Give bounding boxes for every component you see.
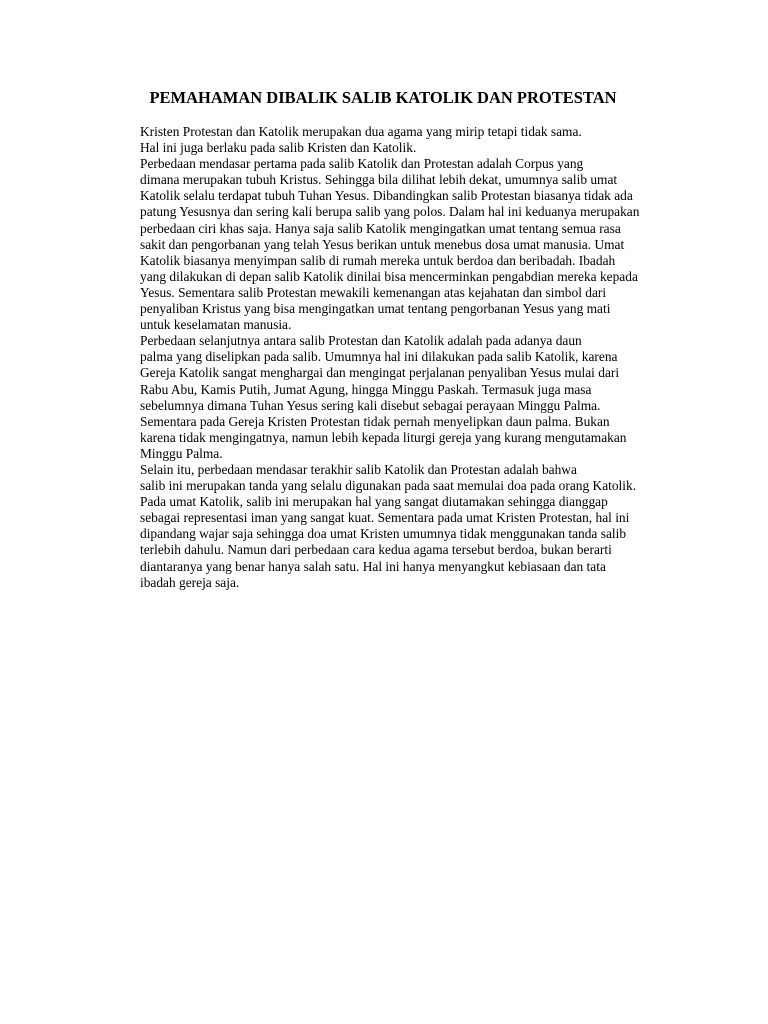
text-line: terlebih dahulu. Namun dari perbedaan cara kedua agama tersebut berdoa, bukan berarti <box>140 542 612 558</box>
text-line: dipandang wajar saja sehingga doa umat Kristen umumnya tidak menggunakan tanda salib <box>140 526 627 542</box>
text-line: Kristen Protestan dan Katolik merupakan dua agama yang mirip tetapi tidak sama. <box>140 124 582 139</box>
text-line: Hal ini juga berlaku pada salib Kristen dan Katolik. <box>140 140 417 156</box>
text-line: Yesus. Sementara salib Protestan mewakili kemenangan atas kejahatan dan simbol dari <box>140 284 607 300</box>
body-paragraph <box>93 462 677 591</box>
text-line: ibadah gereja saja. <box>140 574 240 590</box>
text-line: palma yang diselipkan pada salib. Umumnya hal ini dilakukan pada salib Katolik, karena <box>140 349 618 365</box>
document-body <box>93 124 677 591</box>
text-line: perbedaan ciri khas saja. Hanya saja salib Katolik mengingatkan umat tentang semua rasa <box>140 220 621 236</box>
text-line: dimana merupakan tubuh Kristus. Sehingga bila dilihat lebih dekat, umumnya salib umat <box>140 172 618 188</box>
text-line: Minggu Palma. <box>140 445 223 461</box>
text-line: yang dilakukan di depan salib Katolik dinilai bisa mencerminkan pengabdian mereka kepada <box>140 268 638 284</box>
text-line: patung Yesusnya dan sering kali berupa salib yang polos. Dalam hal ini keduanya merupakan <box>140 204 640 220</box>
text-line: Katolik biasanya menyimpan salib di rumah mereka untuk berdoa dan beribadah. Ibadah <box>140 252 616 268</box>
text-line: Pada umat Katolik, salib ini merupakan hal yang sangat diutamakan sehingga dianggap <box>140 494 608 510</box>
text-line: Selain itu, perbedaan mendasar terakhir salib Katolik dan Protestan adalah bahwa <box>140 461 577 477</box>
body-paragraph <box>93 124 677 156</box>
text-line: sebagai representasi iman yang sangat kuat. Sementara pada umat Kristen Protestan, hal ini <box>140 510 630 526</box>
text-line: Sementara pada Gereja Kristen Protestan tidak pernah menyelipkan daun palma. Bukan <box>140 413 610 429</box>
body-paragraph <box>93 156 677 333</box>
text-line: salib ini merupakan tanda yang selalu digunakan pada saat memulai doa pada orang Katolik. <box>140 478 637 494</box>
text-line: Katolik selalu terdapat tubuh Tuhan Yesus. Dibandingkan salib Protestan biasanya tidak ada <box>140 188 633 204</box>
text-line: Rabu Abu, Kamis Putih, Jumat Agung, hingga Minggu Paskah. Termasuk juga masa <box>140 381 592 397</box>
text-line: sebelumnya dimana Tuhan Yesus sering kali disebut sebagai perayaan Minggu Palma. <box>140 397 601 413</box>
body-paragraph <box>93 333 677 462</box>
text-line: Gereja Katolik sangat menghargai dan mengingat perjalanan penyaliban Yesus mulai dari <box>140 365 620 381</box>
document-title: PEMAHAMAN DIBALIK SALIB KATOLIK DAN PROTESTAN <box>149 88 617 107</box>
text-line: diantaranya yang benar hanya salah satu. Hal ini hanya menyangkut kebiasaan dan tata <box>140 558 606 574</box>
text-line: Perbedaan mendasar pertama pada salib Katolik dan Protestan adalah Corpus yang <box>140 156 584 172</box>
text-line: sakit dan pengorbanan yang telah Yesus berikan untuk menebus dosa umat manusia. Umat <box>140 236 625 252</box>
text-line: penyaliban Kristus yang bisa mengingatkan umat tentang pengorbanan Yesus yang mati <box>140 301 611 317</box>
text-line: untuk keselamatan manusia. <box>140 317 292 333</box>
text-line: karena tidak mengingatnya, namun lebih kepada liturgi gereja yang kurang mengutamakan <box>140 429 627 445</box>
text-line: Perbedaan selanjutnya antara salib Protestan dan Katolik adalah pada adanya daun <box>140 333 582 349</box>
